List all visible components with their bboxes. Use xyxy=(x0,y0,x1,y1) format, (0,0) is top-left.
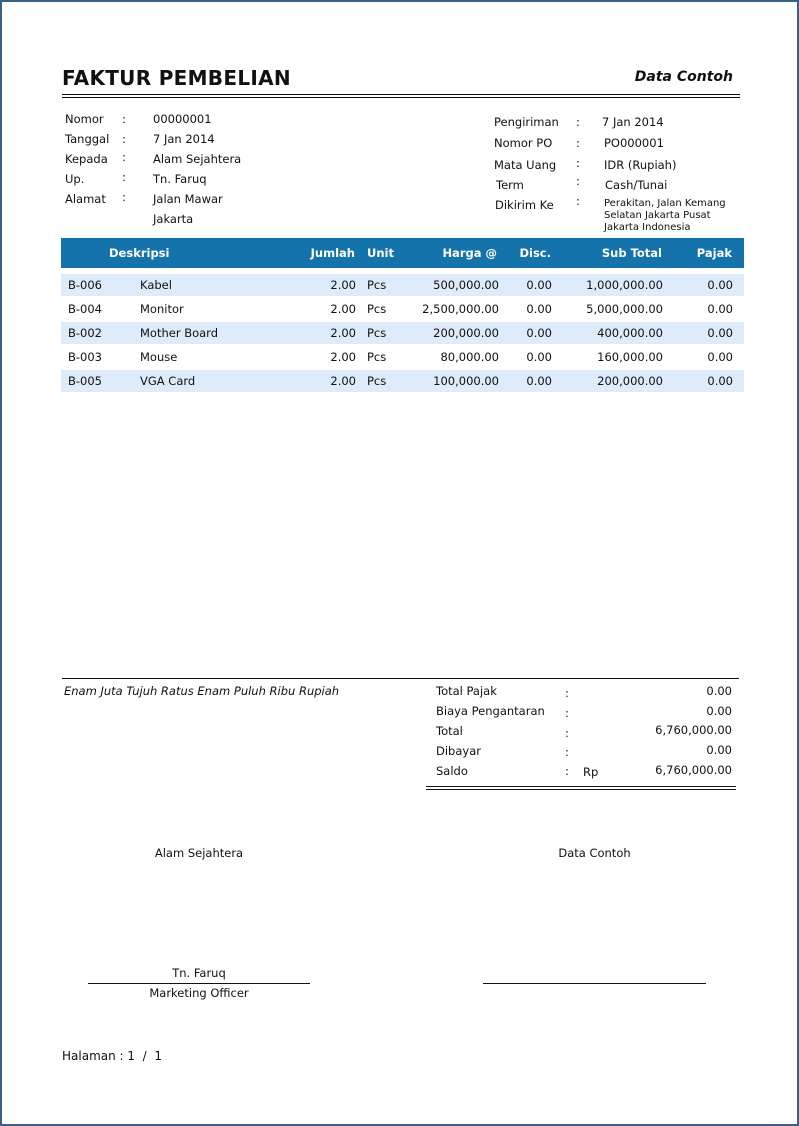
page-number: Halaman : 1 / 1 xyxy=(62,1049,162,1063)
total-double-rule xyxy=(426,786,736,787)
separator: : xyxy=(576,115,580,129)
separator: : xyxy=(122,150,126,164)
label-mata-uang: Mata Uang xyxy=(494,158,557,172)
value-term: Cash/Tunai xyxy=(605,178,668,192)
cell-quantity: 2.00 xyxy=(330,278,356,292)
total-label: Biaya Pengantaran xyxy=(436,704,545,718)
signature-line-right xyxy=(483,983,706,984)
label-alamat: Alamat xyxy=(65,192,106,206)
cell-tax: 0.00 xyxy=(707,278,733,292)
column-header-harga: Harga @ xyxy=(442,246,497,260)
separator: : xyxy=(122,170,126,184)
value-dikirim-ke: Perakitan, Jalan Kemang Selatan Jakarta Pusat Jakarta Indonesia xyxy=(604,198,726,233)
label-nomor-po: Nomor PO xyxy=(494,136,553,150)
column-header-pajak: Pajak xyxy=(696,246,732,260)
header-rule xyxy=(62,94,740,95)
cell-price: 2,500,000.00 xyxy=(422,302,499,316)
separator: : xyxy=(122,190,126,204)
total-label: Dibayar xyxy=(436,744,481,758)
total-value: 0.00 xyxy=(706,684,732,698)
table-row xyxy=(61,370,744,392)
value-up: Tn. Faruq xyxy=(153,172,207,186)
column-header-unit: Unit xyxy=(367,246,394,260)
separator: : xyxy=(565,726,569,740)
cell-description: Mouse xyxy=(140,350,178,364)
cell-unit: Pcs xyxy=(367,350,387,364)
column-header-disc: Disc. xyxy=(519,246,551,260)
header-rule xyxy=(62,97,740,98)
cell-subtotal: 400,000.00 xyxy=(597,326,663,340)
total-value: 6,760,000.00 xyxy=(655,723,732,737)
table-row xyxy=(61,346,744,368)
cell-price: 200,000.00 xyxy=(433,326,499,340)
table-row xyxy=(61,298,744,320)
label-dikirim-ke: Dikirim Ke xyxy=(495,198,554,212)
cell-unit: Pcs xyxy=(367,278,387,292)
table-header xyxy=(61,238,744,268)
separator: : xyxy=(565,764,569,778)
cell-code: B-004 xyxy=(68,302,102,316)
cell-price: 80,000.00 xyxy=(440,350,499,364)
separator: : xyxy=(576,194,580,208)
cell-unit: Pcs xyxy=(367,374,387,388)
table-row xyxy=(61,322,744,344)
cell-subtotal: 1,000,000.00 xyxy=(586,278,663,292)
cell-discount: 0.00 xyxy=(526,350,552,364)
cell-code: B-006 xyxy=(68,278,102,292)
label-nomor: Nomor xyxy=(65,112,104,126)
cell-discount: 0.00 xyxy=(526,326,552,340)
cell-discount: 0.00 xyxy=(526,374,552,388)
label-term: Term xyxy=(496,178,524,192)
separator: : xyxy=(576,156,580,170)
table-row xyxy=(61,274,744,296)
cell-tax: 0.00 xyxy=(707,326,733,340)
value-nomor: 00000001 xyxy=(153,112,212,126)
signature-line-left xyxy=(88,983,310,984)
value-tanggal: 7 Jan 2014 xyxy=(153,132,215,146)
currency-label: Rp xyxy=(583,765,599,779)
total-label: Saldo xyxy=(436,764,468,778)
total-double-rule xyxy=(426,789,736,790)
column-header-sub-total: Sub Total xyxy=(601,246,662,260)
signature-right-company: Data Contoh xyxy=(558,846,631,860)
summary-rule xyxy=(62,678,739,679)
separator: : xyxy=(576,136,580,150)
cell-description: VGA Card xyxy=(140,374,196,388)
signature-left-name: Tn. Faruq xyxy=(172,966,226,980)
value-mata-uang: IDR (Rupiah) xyxy=(604,158,677,172)
label-up: Up. xyxy=(65,172,85,186)
column-header-jumlah: Jumlah xyxy=(310,246,355,260)
value-pengiriman: 7 Jan 2014 xyxy=(602,115,664,129)
cell-quantity: 2.00 xyxy=(330,350,356,364)
column-header-deskripsi: Deskripsi xyxy=(109,246,170,260)
cell-discount: 0.00 xyxy=(526,302,552,316)
separator: : xyxy=(565,706,569,720)
cell-quantity: 2.00 xyxy=(330,374,356,388)
signature-left-role: Marketing Officer xyxy=(149,986,249,1000)
cell-description: Kabel xyxy=(140,278,172,292)
cell-subtotal: 200,000.00 xyxy=(597,374,663,388)
total-label: Total xyxy=(436,724,463,738)
document-title: FAKTUR PEMBELIAN xyxy=(62,66,291,90)
cell-price: 100,000.00 xyxy=(433,374,499,388)
cell-code: B-005 xyxy=(68,374,102,388)
cell-tax: 0.00 xyxy=(707,302,733,316)
company-name: Data Contoh xyxy=(634,69,733,85)
total-value: 6,760,000.00 xyxy=(655,763,732,777)
cell-code: B-003 xyxy=(68,350,102,364)
total-value: 0.00 xyxy=(706,704,732,718)
separator: : xyxy=(576,174,580,188)
signature-left-company: Alam Sejahtera xyxy=(154,846,244,860)
cell-subtotal: 5,000,000.00 xyxy=(586,302,663,316)
cell-discount: 0.00 xyxy=(526,278,552,292)
cell-unit: Pcs xyxy=(367,302,387,316)
cell-unit: Pcs xyxy=(367,326,387,340)
separator: : xyxy=(122,112,126,126)
separator: : xyxy=(565,686,569,700)
value-alamat: Jalan Mawar xyxy=(153,192,223,206)
cell-quantity: 2.00 xyxy=(330,302,356,316)
separator: : xyxy=(565,745,569,759)
amount-in-words: Enam Juta Tujuh Ratus Enam Puluh Ribu Rupiah xyxy=(64,684,340,698)
total-value: 0.00 xyxy=(706,743,732,757)
label-pengiriman: Pengiriman xyxy=(494,115,559,129)
total-label: Total Pajak xyxy=(436,684,497,698)
cell-tax: 0.00 xyxy=(707,350,733,364)
cell-subtotal: 160,000.00 xyxy=(597,350,663,364)
value-nomor-po: PO000001 xyxy=(604,136,664,150)
separator: : xyxy=(122,132,126,146)
value-kepada: Alam Sejahtera xyxy=(153,152,242,166)
cell-description: Mother Board xyxy=(140,326,219,340)
label-kepada: Kepada xyxy=(65,152,108,166)
cell-code: B-002 xyxy=(68,326,102,340)
value-alamat-line2: Jakarta xyxy=(153,212,194,226)
cell-tax: 0.00 xyxy=(707,374,733,388)
cell-description: Monitor xyxy=(140,302,184,316)
cell-quantity: 2.00 xyxy=(330,326,356,340)
label-tanggal: Tanggal xyxy=(65,132,110,146)
cell-price: 500,000.00 xyxy=(433,278,499,292)
